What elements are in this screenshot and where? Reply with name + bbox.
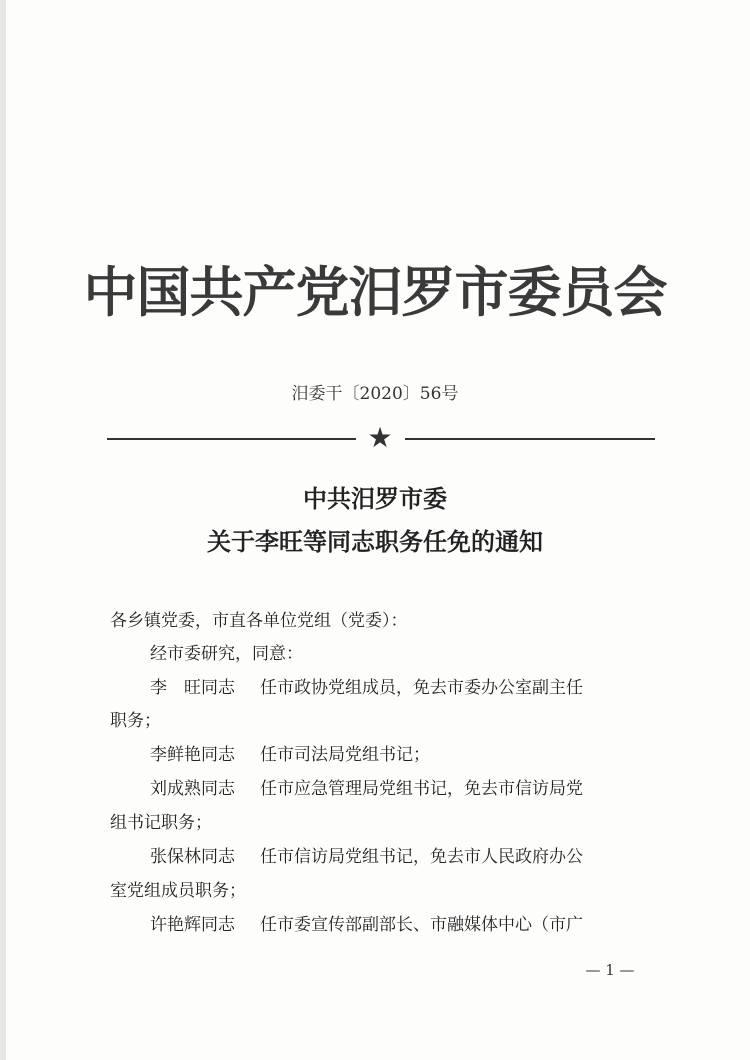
appointment-text: 任市司法局党组书记；: [260, 745, 430, 765]
appointment-line: [150, 744, 710, 766]
appointee-name: 李 旺同志: [150, 678, 235, 698]
appointment-continuation: 组书记职务；: [110, 813, 212, 833]
appointee-name: 许艳辉同志: [150, 915, 235, 935]
star-icon: ★: [367, 421, 393, 454]
page-number: — 1 —: [585, 961, 635, 979]
appointment-continuation: 职务；: [110, 711, 161, 731]
org-header: 中国共产党汨罗市委员会: [83, 260, 667, 324]
appointee-name: 张保林同志: [150, 847, 235, 867]
appointment-line: [150, 914, 710, 936]
header-divider-right: [405, 438, 655, 440]
appointment-text: 任市政协党组成员，免去市委办公室副主任: [260, 678, 583, 698]
intro-text: 经市委研究，同意：: [150, 644, 303, 664]
appointment-text: 任市应急管理局党组书记，免去市信访局党: [260, 779, 583, 799]
notice-title-line1: 中共汨罗市委: [303, 484, 447, 513]
appointment-text: 任市信访局党组书记，免去市人民政府办公: [260, 847, 583, 867]
appointment-line: [150, 778, 710, 800]
appointment-continuation: 室党组成员职务；: [110, 881, 246, 901]
appointment-line: [150, 846, 710, 868]
header-divider-left: [107, 438, 356, 440]
appointee-name: 刘成熟同志: [150, 779, 235, 799]
notice-title-line2: 关于李旺等同志职务任免的通知: [207, 527, 543, 556]
appointment-text: 任市委宣传部副部长、市融媒体中心（市广: [260, 915, 583, 935]
salutation: 各乡镇党委，市直各单位党组（党委）：: [110, 611, 408, 631]
appointment-line: [150, 677, 710, 699]
appointee-name: 李鲜艳同志: [150, 745, 235, 765]
document-number: 汨委干〔2020〕56号: [291, 384, 459, 404]
